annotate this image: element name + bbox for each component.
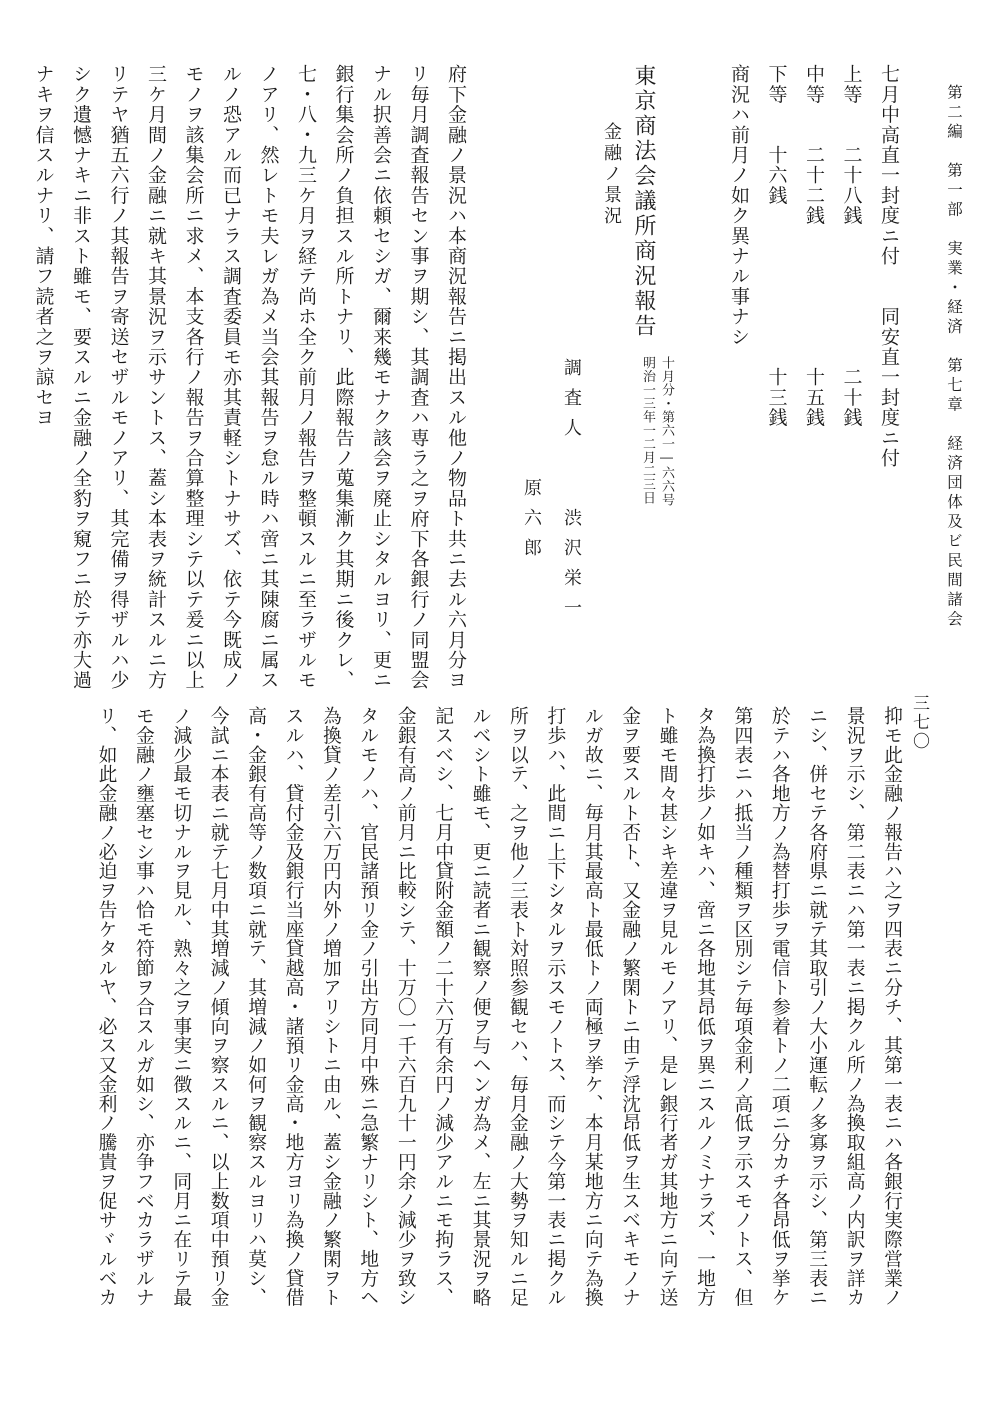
text-line: 記スベシ、七月中貸附金額ノ二十六万有余円ノ減少アルニモ拘ラス、 (432, 706, 454, 1308)
text-line: リ毎月調査報告セン事ヲ期シ、其調査ハ専ラ之ヲ府下各銀行ノ同盟会 (407, 64, 430, 691)
text-line: 於テハ各地方ノ為替打歩ヲ電信ト参着トノ二項ニ分カチ各昂低ヲ挙ケ (768, 706, 790, 1308)
text-line: 銀行集会所ノ負担スル所トナリ、此際報告ノ蒐集漸ク其期ニ後クレ、 (332, 64, 355, 691)
text-line: 高・金銀有高等ノ数項ニ就テ、其増減ノ如何ヲ観察スルヨリハ莫シ、 (245, 706, 267, 1308)
text-line: リ、如此金融ノ必迫ヲ告ケタルヤ、必ス又金利ノ騰貴ヲ促サヾルベカ (95, 706, 117, 1308)
price-line: 中等 二十二銭 十五銭 (803, 64, 825, 428)
text-line: 三ケ月間ノ金融ニ就キ其景況ヲ示サントス、蓋シ本表ヲ統計スルニ方 (145, 64, 167, 691)
text-line: ト雖モ間々甚シキ差違ヲ見ルモノアリ、是レ銀行者ガ其地方ニ向テ送 (656, 706, 678, 1308)
text-line: タ為換打歩ノ如キハ、啻ニ各地其昂低ヲ異ニスルノミナラズ、一地方 (693, 706, 715, 1308)
text-line: 金ヲ要スルト否ト、又金融ノ繁閑トニ由テ浮沈昂低ヲ生スベキモノナ (619, 706, 641, 1308)
text-line: ルベシト雖モ、更ニ読者ニ観察ノ便ヲ与ヘンガ為メ、左ニ其景況ヲ略 (469, 706, 491, 1308)
text-line: ニシ、併セテ各府県ニ就テ其取引ノ大小運転ノ多寡ヲ示シ、第三表ニ (806, 706, 828, 1308)
price-line: 七月中高直一封度ニ付 同安直一封度ニ付 (878, 64, 900, 468)
report-title: 東京商法会議所商況報告 (631, 64, 656, 339)
price-line: 下等 十六銭 十三銭 (765, 64, 788, 428)
text-line: 七・八・九三ケ月ヲ経テ尚ホ全ク前月ノ報告ヲ整頓スルニ至ラザルモ (295, 64, 317, 691)
price-list (720, 64, 908, 468)
text-line: 第四表ニハ抵当ノ種類ヲ区別シテ毎項金利ノ高低ヲ示スモノトス、但 (731, 706, 753, 1308)
text-line: シク遺憾ナキニ非スト雖モ、要スルニ金融ノ全豹ヲ窺フニ於テ亦大過 (70, 64, 92, 691)
text-line: 景況ヲ示シ、第二表ニハ第一表ニ掲クル所ノ為換取組高ノ内訳ヲ詳カ (843, 706, 865, 1308)
text-line: モ金融ノ壅塞セシ事ハ恰モ符節ヲ合スルガ如シ、亦争フベカラザルナ (132, 706, 154, 1308)
section-heading: 金融ノ景況 (601, 122, 622, 227)
body-upper-paragraph (32, 64, 474, 691)
text-line: タルモノハ、官民諸預リ金ノ引出方同月中殊ニ急繁ナリシト、地方ヘ (357, 706, 379, 1308)
report-meta-issue: 十月分・第六一―六六号 (659, 356, 674, 507)
text-line: 金銀有高ノ前月ニ比較シテ、十万〇一千六百九十一円余ノ減少ヲ致シ (394, 706, 416, 1308)
text-line: ノアリ、然レトモ夫レガ為メ当会其報告ヲ怠ル時ハ啻ニ其陳腐ニ属ス (257, 64, 280, 691)
text-line: リテヤ猶五六行ノ其報告ヲ寄送セザルモノアリ、其完備ヲ得ザルハ少 (107, 64, 130, 691)
text-line: モノヲ該集会所ニ求メ、本支各行ノ報告ヲ合算整理シテ以テ爰ニ以上 (182, 64, 205, 691)
text-line: 打歩ハ、此間ニ上下シタルヲ示スモノトス、而シテ今第一表ニ掲クル (544, 706, 566, 1308)
text-line: ナキヲ信スルナリ、請フ読者之ヲ諒セヨ (32, 64, 55, 428)
text-line: 抑モ此金融ノ報告ハ之ヲ四表ニ分チ、其第一表ニハ各銀行実際営業ノ (881, 706, 902, 1308)
text-line: 今試ニ本表ニ就テ七月中其増減ノ傾向ヲ察スルニ、以上数項中預リ金 (207, 706, 229, 1308)
price-line: 商況ハ前月ノ如ク異ナル事ナシ (728, 64, 750, 347)
investigator-name: 原六郎 (521, 478, 542, 568)
text-line: ルノ恐アル而已ナラス調査委員モ亦其責軽シトナサズ、依テ今既成ノ (220, 64, 242, 691)
investigator-line (511, 358, 551, 628)
investigator-label: 調査人 (561, 358, 582, 448)
text-line: 府下金融ノ景況ハ本商況報告ニ掲出スル他ノ物品ト共ニ去ル六月分ヨ (445, 64, 467, 691)
text-line: ルガ故ニ、毎月其最高ト最低トノ両極ヲ挙ケ、本月某地方ニ向テ為換 (581, 706, 603, 1308)
text-line: 所ヲ以テ、之ヲ他ノ三表ト対照参観セハ、毎月金融ノ大勢ヲ知ルニ足 (506, 706, 528, 1308)
investigator-name: 渋沢栄一 (561, 508, 582, 628)
text-line: ナル択善会ニ依頼セシガ、爾来幾モナク該会ヲ廃止シタルヨリ、更ニ (370, 64, 392, 691)
text-line: ノ減少最モ切ナルヲ見ル、熟々之ヲ事実ニ徴スルニ、同月ニ在リテ最 (170, 706, 192, 1308)
report-meta-date: 明治一三年一二月二三日 (640, 356, 655, 505)
investigators (511, 358, 591, 628)
text-line: 為換貸ノ差引六万円内外ノ増加アリシトニ由ル、蓋シ金融ノ繁閑ヲト (319, 706, 341, 1308)
running-header: 第二編 第一部 実業・経済 第七章 経済団体及ビ民間諸会 (945, 84, 963, 630)
page-number: 三七〇 (909, 694, 929, 751)
body-lower-paragraph (80, 706, 910, 1386)
report-meta (638, 356, 676, 507)
price-line: 上等 二十八銭 二十銭 (840, 64, 863, 428)
investigator-line (551, 358, 591, 628)
text-line: スルハ、貸付金及銀行当座貸越高・諸預リ金高・地方ヨリ為換ノ貸借 (282, 706, 304, 1308)
